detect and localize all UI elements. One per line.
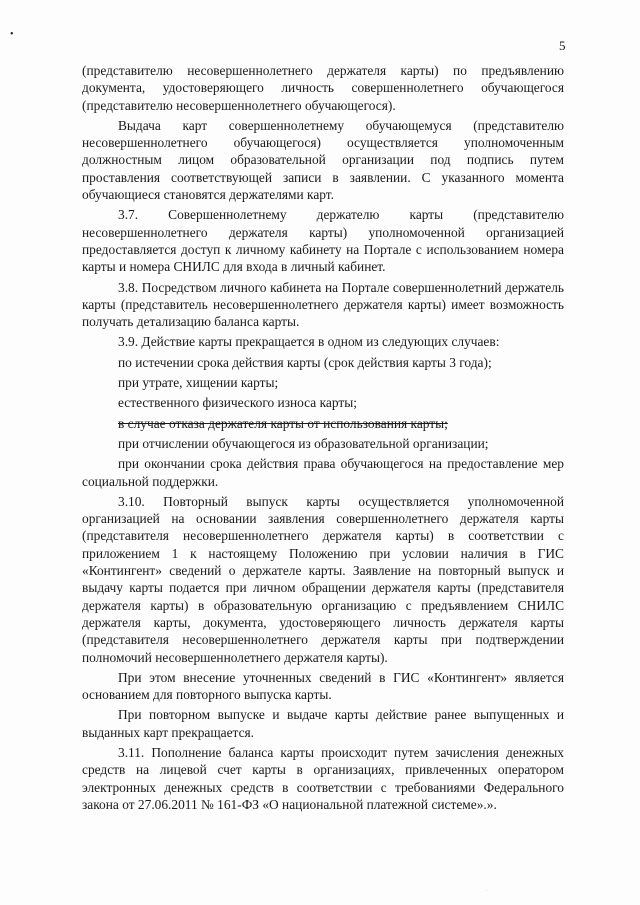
margin-bullet-mark: • bbox=[10, 29, 14, 40]
paragraph-3-10: 3.10. Повторный выпуск карты осуществляется уполномоченной организацией на основании заявления совершеннолетнего держателя карты (представителя несовершеннолетнего держателя карты) в соответствии с приложением 1 к настоящему Положению при условии наличия в ГИС «Контингент» сведений о держателе карты. Заявление на повторный выпуск и выдачу карты подается при личном обращении держателя карты (представителя держателя карты) в образовательную организацию с предъявлением СНИЛС держателя карты, документа, удостоверяющего личность держателя карты (представителя несовершеннолетнего держателя карты при подтверждении полномочий несовершеннолетнего держателя карты). bbox=[82, 493, 564, 665]
list-item-expiry: по истечении срока действия карты (срок действия карты 3 года); bbox=[118, 354, 492, 370]
paragraph-continuation: (представителю несовершеннолетнего держателя карты) по предъявлению документа, удостоверяющего личность совершеннолетнего обучающегося (представителю несовершеннолетнего обучающегося). bbox=[82, 63, 564, 113]
list-item-expulsion: при отчислении обучающегося из образовательной организации; bbox=[118, 435, 489, 451]
paragraph-3-7: 3.7. Совершеннолетнему держателю карты (представителю несовершеннолетнего держателя карты) уполномоченной организацией предоставляется доступ к личному кабинету на Портале с использованием номера карты и номера СНИЛС для входа в личный кабинет. bbox=[82, 207, 564, 275]
scan-speck: . bbox=[486, 887, 488, 893]
list-item-wear: естественного физического износа карты; bbox=[118, 395, 357, 411]
list-item-loss-theft: при утрате, хищении карты; bbox=[118, 375, 279, 391]
paragraph-gis-update: При этом внесение уточненных сведений в ГИС «Контингент» является основанием для повторного выпуска карты. bbox=[82, 669, 564, 703]
struck-text: в случае отказа держателя карты от использования карты; bbox=[118, 415, 448, 431]
page-number: 5 bbox=[559, 38, 566, 53]
document-body bbox=[82, 62, 564, 813]
paragraph-3-8: 3.8. Посредством личного кабинета на Портале совершеннолетний держатель карты (представитель несовершеннолетнего держателя карты) имеет возможность получать детализацию баланса карты. bbox=[82, 279, 564, 330]
paragraph-card-issuance: Выдача карт совершеннолетнему обучающемуся (представителю несовершеннолетнего обучающегося) осуществляется уполномоченным должностным лицом образовательной организации под подпись путем проставления соответствующей записи в заявлении. С указанного момента обучающиеся становятся держателями карт. bbox=[82, 117, 564, 203]
paragraph-3-11: 3.11. Пополнение баланса карты происходит путем зачисления денежных средств на лицевой счет карты в организациях, привлеченных оператором электронных денежных средств в соответствии с требованиями Федерального закона от 27.06.2011 № 161-ФЗ «О национальной платежной системе».». bbox=[82, 744, 564, 812]
paragraph-reissue: При повторном выпуске и выдаче карты действие ранее выпущенных и выданных карт прекращается. bbox=[82, 707, 564, 740]
list-item-right-expiry: при окончании срока действия права обучающегося на предоставление мер социальной поддержки. bbox=[82, 456, 564, 489]
list-item-refusal-struck bbox=[82, 415, 564, 432]
paragraph-3-9: 3.9. Действие карты прекращается в одном из следующих случаев: bbox=[118, 334, 500, 350]
